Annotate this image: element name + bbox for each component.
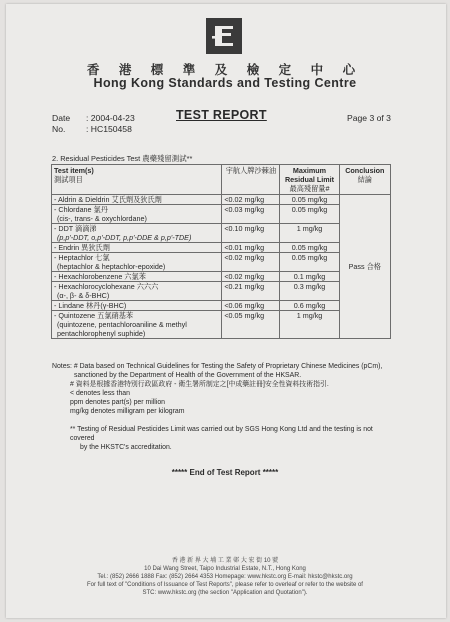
report-meta [52, 113, 135, 135]
note-line: mg/kg denotes milligram per kilogram [70, 408, 185, 415]
note-line: Notes: # Data based on Technical Guidelines for Testing the Safety of Proprietary Chinese Medicines (pCm), [52, 363, 383, 370]
row-limit: 1 mg/kg [280, 224, 339, 243]
footer [0, 557, 450, 597]
footer-conditions: For full text of "Conditions of Issuance of Test Reports", please refer to overleaf or refer to the website of [87, 582, 363, 588]
row-limit: 0.1 mg/kg [280, 272, 339, 282]
report-date [52, 113, 135, 124]
hkstc-logo-mark-icon [206, 18, 242, 54]
table-row [52, 195, 391, 205]
row-result: <0.05 mg/kg [222, 311, 280, 339]
row-item [52, 253, 222, 272]
item-name: - Lindane 林丹(γ-BHC) [54, 301, 127, 310]
row-limit: 0.05 mg/kg [280, 205, 339, 224]
header-product: 宇航人牌沙棘油 [222, 165, 280, 195]
row-item [52, 195, 222, 205]
header-test-items-cn: 測試項目 [54, 175, 83, 184]
item-name: - Endrin 異狄氏劑 [54, 243, 110, 252]
footer-contact: Tel.: (852) 2666 1888 Fax: (852) 2664 4353 Homepage: www.hkstc.org E-mail: hkstc@hkstc.org [97, 574, 353, 580]
note-line: < denotes less than [70, 390, 130, 397]
row-item [52, 282, 222, 301]
item-name: - DDT 滴滴涕 [54, 224, 97, 233]
row-item [52, 205, 222, 224]
note-line: # 資料是根據香港特別行政區政府 - 衛生署所制定之[中成藥註冊]安全性資料技術指引. [70, 381, 329, 388]
number-label: No. [52, 124, 66, 134]
org-name-chinese: 香 港 標 準 及 檢 定 中 心 [86, 63, 364, 77]
report-number [52, 124, 135, 135]
header-conclusion [339, 165, 390, 195]
row-result: <0.06 mg/kg [222, 301, 280, 311]
row-limit: 1 mg/kg [280, 311, 339, 339]
notes-section [52, 362, 392, 452]
note-line: ** Testing of Residual Pesticides Limit was carried out by SGS Hong Kong Ltd and the testing is not covered [70, 426, 373, 442]
row-limit: 0.05 mg/kg [280, 243, 339, 253]
item-name: - Hexachlorocyclohexane 六六六 [54, 282, 159, 291]
header-test-items-en: Test item(s) [54, 166, 94, 175]
row-result: <0.10 mg/kg [222, 224, 280, 243]
header-max-cn: 最高殘留量# [289, 184, 330, 193]
item-name: - Hexachlorobenzene 六氯苯 [54, 272, 146, 281]
item-name: - Aldrin & Dieldrin 艾氏劑及狄氏劑 [54, 195, 162, 204]
row-limit: 0.6 mg/kg [280, 301, 339, 311]
header-conclusion-cn: 結論 [357, 175, 372, 184]
row-limit: 0.05 mg/kg [280, 195, 339, 205]
hkstc-logo [206, 18, 242, 54]
row-result: <0.02 mg/kg [222, 195, 280, 205]
item-detail: (α-, β- & δ-BHC) [57, 291, 110, 300]
row-result: <0.02 mg/kg [222, 253, 280, 272]
item-detail: (cis-, trans- & oxychlordane) [57, 214, 147, 223]
header-max-en2: Residual Limit [284, 175, 335, 184]
row-result: <0.02 mg/kg [222, 272, 280, 282]
number-value: : HC150458 [86, 124, 132, 134]
item-detail-2: pentachlorophenyl suphide) [57, 329, 146, 338]
item-name: - Quintozene 五氯硝基苯 [54, 311, 134, 320]
item-name: - Heptachlor 七氯 [54, 253, 110, 262]
row-item [52, 301, 222, 311]
row-limit: 0.3 mg/kg [280, 282, 339, 301]
item-detail: (p,p'-DDT, o,p'-DDT, p,p'-DDE & p,p'-TDE) [57, 233, 192, 242]
row-result: <0.03 mg/kg [222, 205, 280, 224]
row-limit: 0.05 mg/kg [280, 253, 339, 272]
row-item [52, 243, 222, 253]
row-item [52, 272, 222, 282]
row-item [52, 224, 222, 243]
page-number: Page 3 of 3 [347, 113, 391, 123]
note-line: by the HKSTC's accreditation. [80, 444, 172, 451]
report-title: TEST REPORT [176, 108, 267, 122]
row-result: <0.21 mg/kg [222, 282, 280, 301]
row-item [52, 311, 222, 339]
footer-address-en: 10 Dai Wang Street, Taipo Industrial Estate, N.T., Hong Kong [144, 566, 306, 572]
header-max-en: Maximum [292, 166, 327, 175]
section-title: 2. Residual Pesticides Test 農藥殘留測試** [52, 154, 193, 163]
item-detail: (heptachlor & heptachlor-epoxide) [57, 262, 166, 271]
table-header-row [52, 165, 391, 195]
date-label: Date [52, 113, 71, 123]
item-detail: (quintozene, pentachloroaniline & methyl [57, 320, 187, 329]
footer-address-cn: 香 港 新 界 大 埔 工 業 邨 大 宏 街 10 號 [171, 558, 279, 564]
note-line: sanctioned by the Department of Health of the Government of the HKSAR. [74, 372, 302, 379]
footer-website: STC: www.hkstc.org (the section "Application and Quotation"). [142, 590, 308, 596]
header-test-items [52, 165, 222, 195]
item-name: - Chlordane 氯丹 [54, 205, 108, 214]
date-value: : 2004-04-23 [86, 113, 135, 123]
org-name-english: Hong Kong Standards and Testing Centre [93, 76, 357, 90]
header-max-limit [280, 165, 339, 195]
conclusion-cell: Pass 合格 [339, 195, 390, 339]
note-line: ppm denotes part(s) per million [70, 399, 165, 406]
header-conclusion-en: Conclusion [345, 166, 385, 175]
row-result: <0.01 mg/kg [222, 243, 280, 253]
end-of-report: ***** End of Test Report ***** [171, 468, 279, 477]
results-table [51, 164, 391, 339]
